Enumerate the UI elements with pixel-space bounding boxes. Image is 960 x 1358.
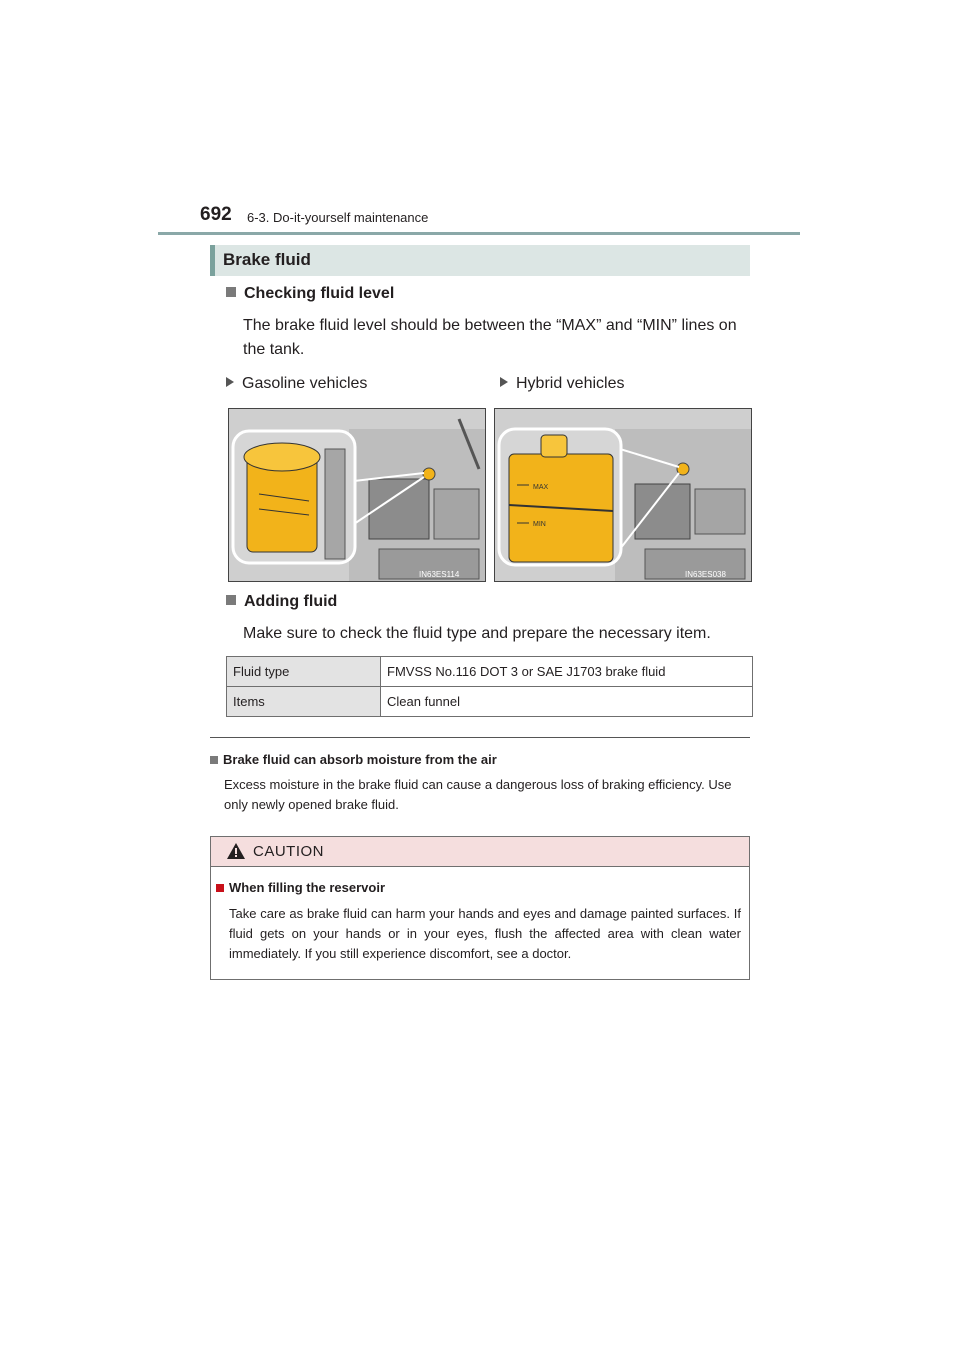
caution-header — [211, 837, 749, 867]
section-heading-bar — [210, 245, 750, 276]
table-cell-label: Items — [227, 687, 381, 717]
table-row — [227, 687, 753, 717]
square-bullet-icon — [226, 595, 236, 605]
section-title: Brake fluid — [223, 250, 311, 269]
warning-triangle-icon — [227, 843, 245, 859]
fluid-spec-table — [226, 656, 753, 717]
triangle-bullet-icon — [500, 377, 508, 387]
triangle-bullet-icon — [226, 377, 234, 387]
caution-label: CAUTION — [253, 843, 324, 860]
gasoline-label — [226, 372, 367, 396]
gasoline-label-text: Gasoline vehicles — [242, 375, 368, 392]
note-heading-text: Brake fluid can absorb moisture from the air — [223, 752, 497, 767]
caution-heading-text: When filling the reservoir — [229, 880, 386, 895]
page-number: 692 — [200, 204, 232, 225]
chapter-title: 6-3. Do-it-yourself maintenance — [247, 210, 429, 225]
table-row — [227, 657, 753, 687]
adding-text: Make sure to check the fluid type and prepare the necessary item. — [243, 625, 711, 642]
checking-heading-text: Checking fluid level — [244, 285, 395, 302]
max-mark: MAX — [533, 484, 549, 491]
note-divider — [210, 737, 750, 738]
gasoline-reservoir-image — [228, 408, 486, 582]
adding-heading-text: Adding fluid — [244, 593, 338, 610]
header-rule — [158, 232, 800, 235]
square-bullet-icon — [226, 287, 236, 297]
note-text: Excess moisture in the brake fluid can cause a dangerous loss of braking efficiency. Use only newly opened brake fluid. — [224, 777, 732, 812]
square-bullet-icon — [216, 884, 224, 892]
square-bullet-icon — [210, 756, 218, 764]
min-mark: MIN — [533, 521, 546, 528]
hybrid-label — [500, 372, 624, 396]
table-cell-value: FMVSS No.116 DOT 3 or SAE J1703 brake fluid — [381, 657, 753, 687]
hybrid-reservoir-image — [494, 408, 752, 582]
adding-heading — [226, 593, 337, 611]
hybrid-image-code: IN63ES038 — [685, 570, 726, 579]
caution-box — [210, 836, 750, 980]
caution-text: Take care as brake fluid can harm your hands and eyes and damage painted surfaces. If fluid gets on your hands or in your eyes, flush the affected area with clean water immediately. If you still experience discomfort, see a doctor. — [229, 906, 741, 961]
gasoline-image-code: IN63ES114 — [419, 570, 460, 579]
note-heading — [210, 752, 497, 767]
table-cell-label: Fluid type — [227, 657, 381, 687]
hybrid-label-text: Hybrid vehicles — [516, 375, 625, 392]
section-accent — [210, 245, 215, 276]
table-cell-value: Clean funnel — [381, 687, 753, 717]
caution-heading — [216, 880, 385, 895]
checking-heading — [226, 285, 394, 303]
checking-text: The brake fluid level should be between the “MAX” and “MIN” lines on the tank. — [243, 317, 737, 358]
